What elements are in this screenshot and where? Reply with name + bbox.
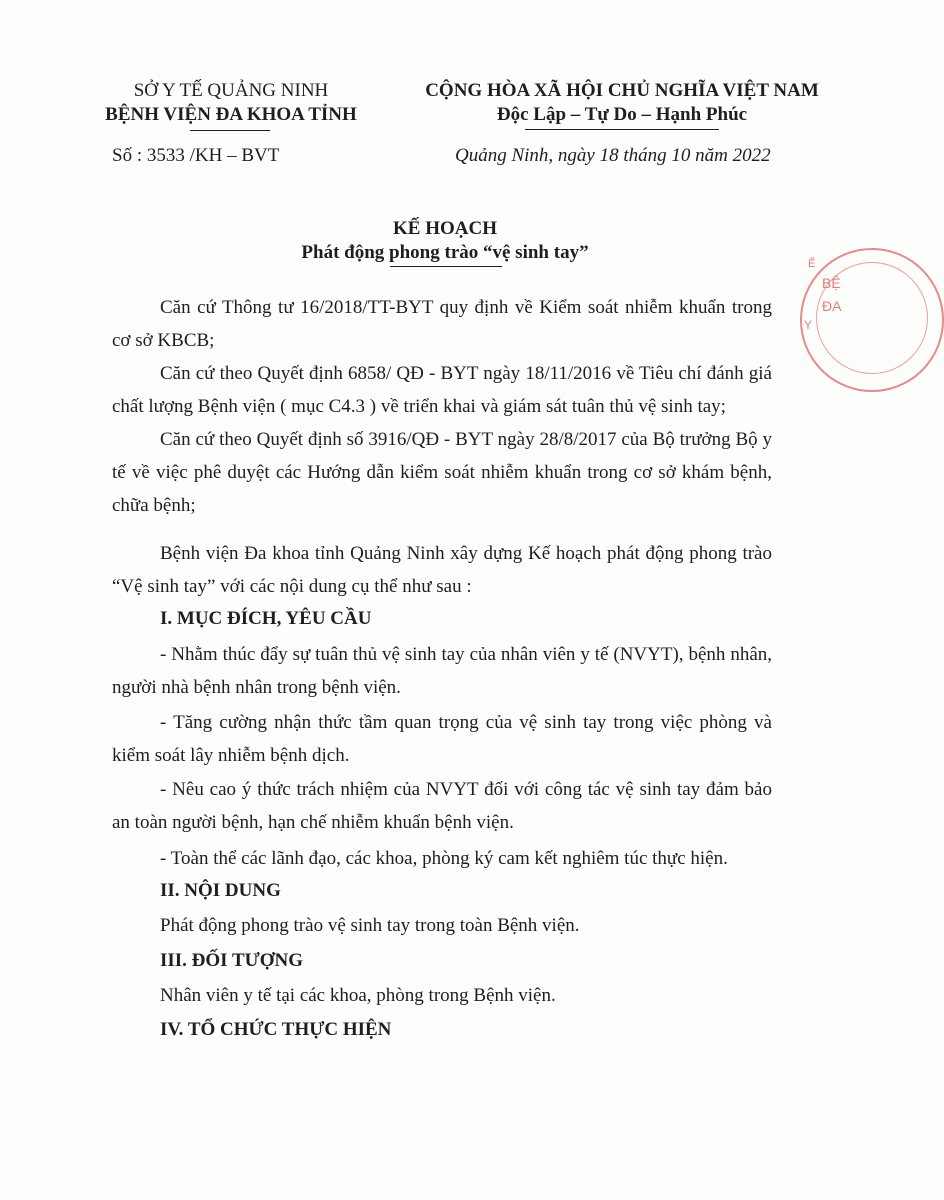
nation-title: CỘNG HÒA XÃ HỘI CHỦ NGHĨA VIỆT NAM bbox=[425, 80, 819, 101]
subtitle-underline bbox=[390, 266, 502, 267]
stamp-text-3: Y bbox=[804, 318, 813, 332]
stamp-text-1: BỆ bbox=[822, 275, 841, 291]
paragraph-legal-basis-1: Căn cứ Thông tư 16/2018/TT-BYT quy định về Kiểm soát nhiễm khuẩn trong cơ sở KBCB; bbox=[112, 297, 772, 351]
paragraph-legal-basis-3: Căn cứ theo Quyết định số 3916/QĐ - BYT ngày 28/8/2017 của Bộ trưởng Bộ y tế về việc phê duyệt các Hướng dẫn kiểm soát nhiễm khuẩn trong cơ sở khám bệnh, chữa bệnh; bbox=[112, 429, 772, 516]
motto: Độc Lập – Tự Do – Hạnh Phúc bbox=[496, 104, 748, 125]
paragraph-legal-basis-2: Căn cứ theo Quyết định 6858/ QĐ - BYT ngày 18/11/2016 về Tiêu chí đánh giá chất lượng Bệnh viện ( mục C4.3 ) về triển khai và giám sát tuân thủ vệ sinh tay; bbox=[112, 363, 772, 417]
org-underline bbox=[190, 130, 270, 131]
section-heading-4: IV. TỔ CHỨC THỰC HIỆN bbox=[160, 1019, 392, 1040]
stamp-text-4: Ế bbox=[808, 258, 816, 270]
org-parent: SỞ Y TẾ QUẢNG NINH bbox=[133, 80, 329, 101]
section-3-text: Nhân viên y tế tại các khoa, phòng trong Bệnh viện. bbox=[160, 985, 556, 1006]
date-line: Quảng Ninh, ngày 18 tháng 10 năm 2022 bbox=[455, 145, 771, 166]
motto-underline bbox=[525, 129, 719, 130]
doc-number: Số : 3533 /KH – BVT bbox=[112, 145, 280, 166]
doc-subtitle: Phát động phong trào “vệ sinh tay” bbox=[301, 242, 589, 263]
bullet-3: - Nêu cao ý thức trách nhiệm của NVYT đối với công tác vệ sinh tay đảm bảo an toàn người bệnh, hạn chế nhiễm khuẩn bệnh viện. bbox=[112, 779, 772, 833]
doc-title: KẾ HOẠCH bbox=[393, 218, 497, 239]
section-heading-1: I. MỤC ĐÍCH, YÊU CẦU bbox=[160, 608, 372, 629]
paragraph-intro: Bệnh viện Đa khoa tỉnh Quảng Ninh xây dựng Kế hoạch phát động phong trào “Vệ sinh tay” với các nội dung cụ thể như sau : bbox=[112, 543, 772, 597]
bullet-1: - Nhằm thúc đẩy sự tuân thủ vệ sinh tay của nhân viên y tế (NVYT), bệnh nhân, người nhà bệnh nhân trong bệnh viện. bbox=[112, 644, 772, 698]
org-name: BỆNH VIỆN ĐA KHOA TỈNH bbox=[105, 104, 357, 125]
section-heading-3: III. ĐỐI TƯỢNG bbox=[160, 950, 304, 971]
stamp-text-2: ĐA bbox=[822, 298, 842, 314]
section-2-text: Phát động phong trào vệ sinh tay trong toàn Bệnh viện. bbox=[160, 915, 580, 936]
section-heading-2: II. NỘI DUNG bbox=[160, 880, 281, 901]
bullet-4: - Toàn thể các lãnh đạo, các khoa, phòng ký cam kết nghiêm túc thực hiện. bbox=[160, 848, 728, 869]
bullet-2: - Tăng cường nhận thức tầm quan trọng của vệ sinh tay trong việc phòng và kiểm soát lây nhiễm bệnh dịch. bbox=[112, 712, 772, 766]
